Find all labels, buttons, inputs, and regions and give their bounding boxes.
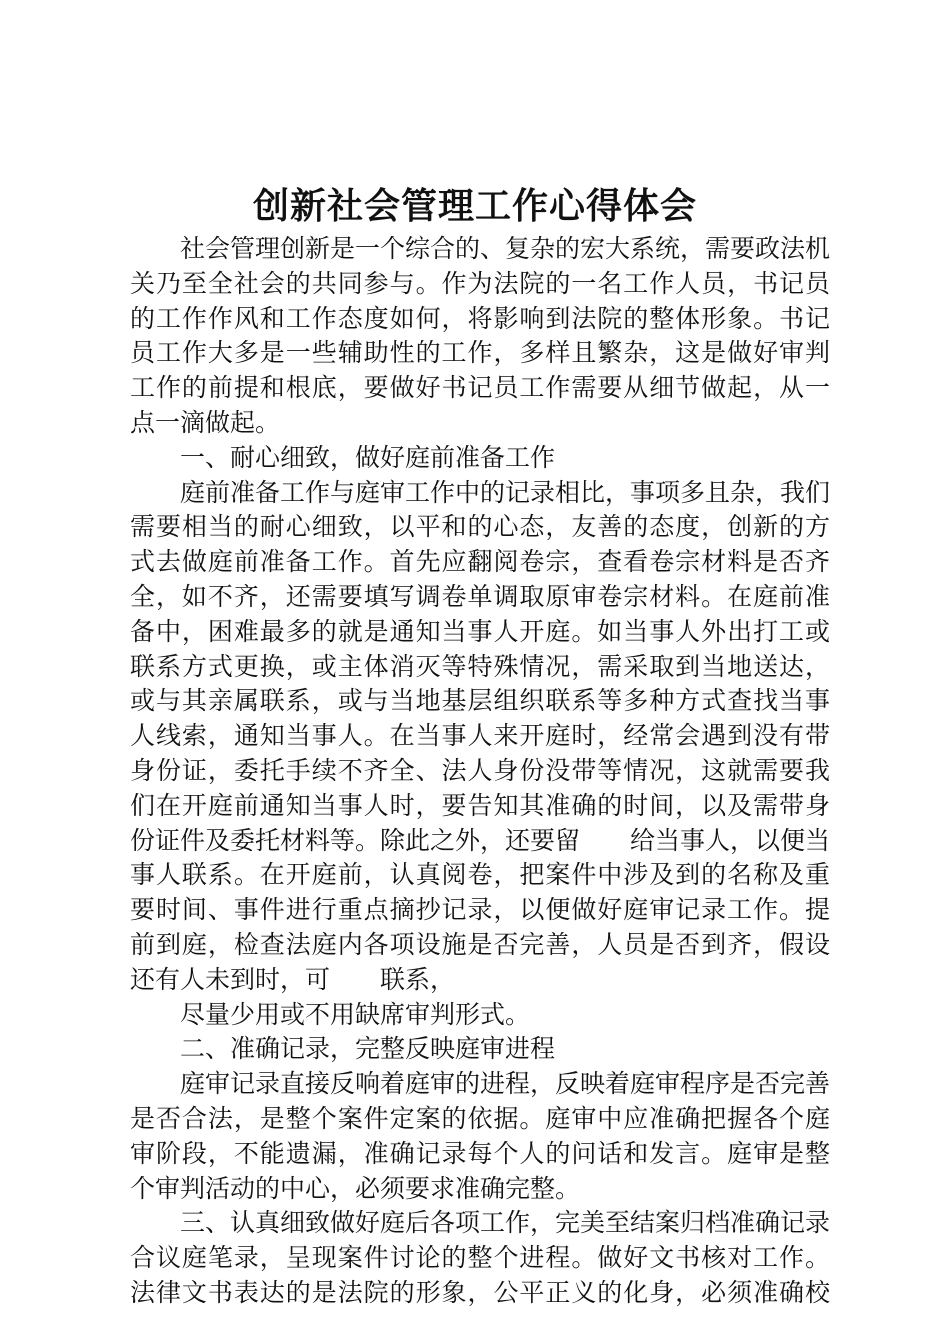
text-line: 们在开庭前通知当事人时，要告知其准确的时间，以及需带身 [130,790,830,820]
text-line: 庭审记录直接反响着庭审的进程，反映着庭审程序是否完善 [180,1069,830,1099]
text-line: 事人联系。在开庭前，认真阅卷，把案件中涉及到的名称及重 [130,860,830,890]
text-line: 个审判活动的中心，必须要求准确完整。 [130,1173,581,1203]
text-line: 庭前准备工作与庭审工作中的记录相比，事项多且杂，我们 [180,477,830,507]
text-line: 二、准确记录，完整反映庭审进程 [180,1034,556,1064]
text-line: 员工作大多是一些辅助性的工作，多样且繁杂，这是做好审判 [130,338,830,368]
text-line: 合议庭笔录，呈现案件讨论的整个进程。做好文书核对工作。 [130,1243,830,1273]
text-line: 身份证，委托手续不齐全、法人身份没带等情况，这就需要我 [130,755,830,785]
text-line: 要时间、事件进行重点摘抄记录，以便做好庭审记录工作。提 [130,895,830,925]
text-line: 一、耐心细致，做好庭前准备工作 [180,442,556,472]
text-line: 还有人未到时，可 联系， [130,964,456,994]
text-line: 式去做庭前准备工作。首先应翻阅卷宗，查看卷宗材料是否齐 [130,547,830,577]
text-line: 法律文书表达的是法院的形象，公平正义的化身，必须准确校 [130,1277,830,1307]
text-line: 审阶段，不能遗漏，准确记录每个人的问话和发言。庭审是整 [130,1138,830,1168]
text-line: 关乃至全社会的共同参与。作为法院的一名工作人员，书记员 [130,268,830,298]
text-line: 三、认真细致做好庭后各项工作，完美至结案归档准确记录 [180,1208,830,1238]
text-line: 是否合法，是整个案件定案的依据。庭审中应准确把握各个庭 [130,1103,830,1133]
text-line: 的工作作风和工作态度如何，将影响到法院的整体形象。书记 [130,303,830,333]
text-line: 或与其亲属联系，或与当地基层组织联系等多种方式查找当事 [130,686,830,716]
text-line: 份证件及委托材料等。除此之外，还要留 给当事人，以便当 [130,825,830,855]
document-body [130,232,830,1311]
text-line: 备中，困难最多的就是通知当事人开庭。如当事人外出打工或 [130,616,830,646]
document-title: 创新社会管理工作心得体会 [252,186,697,227]
text-line: 尽量少用或不用缺席审判形式。 [180,999,531,1029]
text-line: 前到庭，检查法庭内各项设施是否完善，人员是否到齐，假设 [130,929,830,959]
text-line: 全，如不齐，还需要填写调卷单调取原审卷宗材料。在庭前准 [130,581,830,611]
text-line: 社会管理创新是一个综合的、复杂的宏大系统，需要政法机 [180,234,830,263]
text-line: 点一滴做起。 [130,407,281,437]
text-line: 联系方式更换，或主体消灭等特殊情况，需采取到当地送达， [130,651,830,681]
text-line: 工作的前提和根底，要做好书记员工作需要从细节做起，从一 [130,373,830,403]
text-line: 需要相当的耐心细致，以平和的心态，友善的态度，创新的方 [130,512,830,542]
text-line: 人线索，通知当事人。在当事人来开庭时，经常会遇到没有带 [130,721,830,751]
